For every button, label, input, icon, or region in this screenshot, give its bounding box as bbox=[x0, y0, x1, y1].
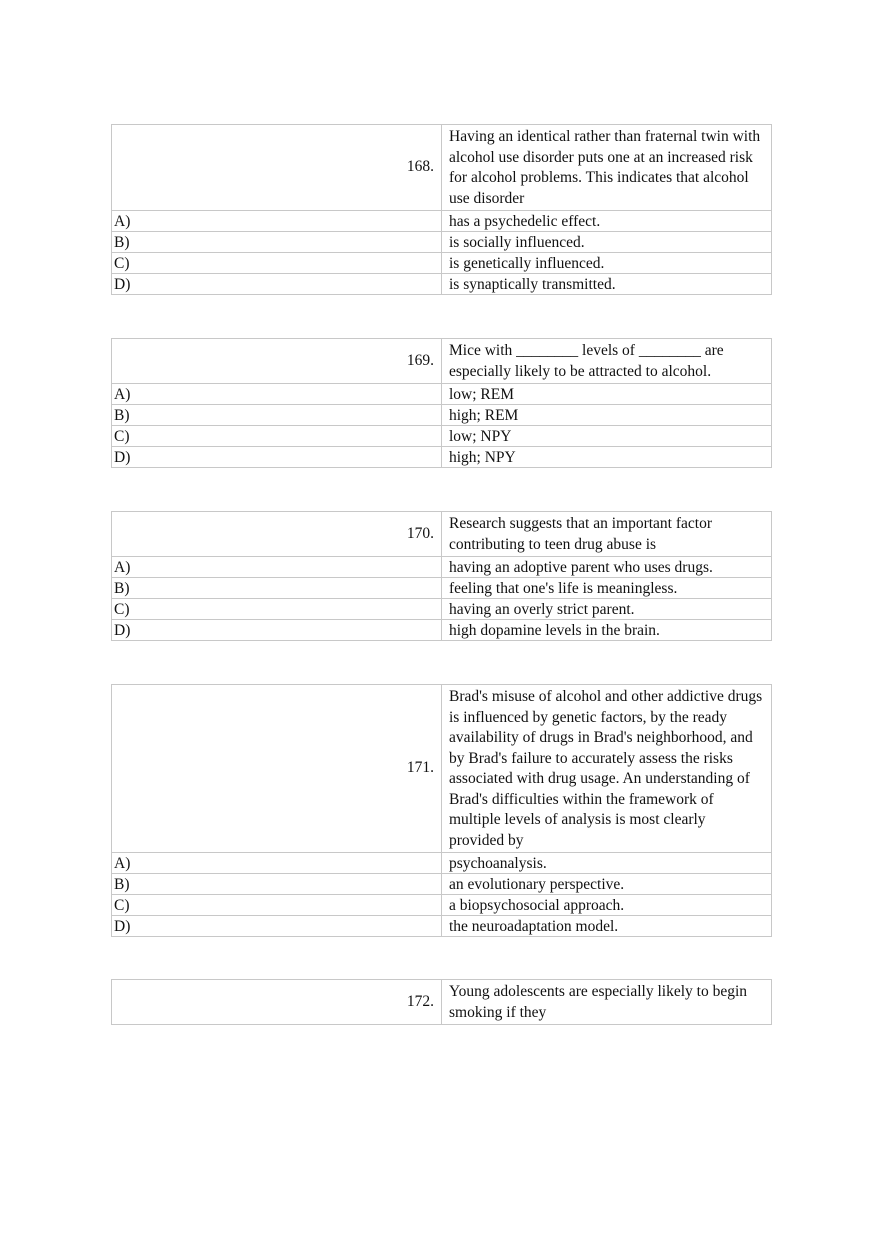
option-text: is synaptically transmitted. bbox=[442, 274, 772, 295]
question-168 bbox=[111, 124, 772, 295]
option-text: having an adoptive parent who uses drugs. bbox=[442, 557, 772, 578]
option-letter: B) bbox=[112, 232, 442, 253]
question-text: Mice with ________ levels of ________ are especially likely to be attracted to alcohol. bbox=[442, 339, 772, 384]
option-text: high dopamine levels in the brain. bbox=[442, 620, 772, 641]
question-170 bbox=[111, 511, 772, 641]
option-row bbox=[112, 895, 772, 916]
option-row bbox=[112, 232, 772, 253]
option-text: a biopsychosocial approach. bbox=[442, 895, 772, 916]
option-text: low; REM bbox=[442, 384, 772, 405]
question-row bbox=[112, 685, 772, 853]
option-row bbox=[112, 916, 772, 937]
question-row bbox=[112, 125, 772, 211]
option-letter: C) bbox=[112, 426, 442, 447]
option-letter: C) bbox=[112, 895, 442, 916]
option-letter: D) bbox=[112, 274, 442, 295]
question-number: 168. bbox=[112, 125, 442, 211]
option-letter: C) bbox=[112, 599, 442, 620]
option-letter: C) bbox=[112, 253, 442, 274]
option-letter: A) bbox=[112, 384, 442, 405]
option-text: having an overly strict parent. bbox=[442, 599, 772, 620]
option-row bbox=[112, 557, 772, 578]
question-172 bbox=[111, 979, 772, 1025]
option-letter: D) bbox=[112, 916, 442, 937]
option-letter: A) bbox=[112, 211, 442, 232]
option-text: is genetically influenced. bbox=[442, 253, 772, 274]
option-text: high; NPY bbox=[442, 447, 772, 468]
option-text: high; REM bbox=[442, 405, 772, 426]
question-text: Young adolescents are especially likely to begin smoking if they bbox=[442, 980, 772, 1025]
question-text: Research suggests that an important factor contributing to teen drug abuse is bbox=[442, 512, 772, 557]
question-row bbox=[112, 512, 772, 557]
option-row bbox=[112, 253, 772, 274]
option-letter: A) bbox=[112, 853, 442, 874]
question-row bbox=[112, 339, 772, 384]
question-number: 171. bbox=[112, 685, 442, 853]
option-letter: D) bbox=[112, 447, 442, 468]
question-text: Brad's misuse of alcohol and other addictive drugs is influenced by genetic factors, by the ready availability of drugs in Brad's neighborhood, and by Brad's failure to accurately assess the risks associated with drug usage. An understanding of Brad's difficulties within the framework of multiple levels of analysis is most clearly provided by bbox=[442, 685, 772, 853]
question-number: 170. bbox=[112, 512, 442, 557]
question-row bbox=[112, 980, 772, 1025]
option-letter: D) bbox=[112, 620, 442, 641]
option-row bbox=[112, 620, 772, 641]
option-row bbox=[112, 874, 772, 895]
option-text: low; NPY bbox=[442, 426, 772, 447]
question-text: Having an identical rather than fraternal twin with alcohol use disorder puts one at an increased risk for alcohol problems. This indicates that alcohol use disorder bbox=[442, 125, 772, 211]
question-number: 169. bbox=[112, 339, 442, 384]
option-row bbox=[112, 578, 772, 599]
option-row bbox=[112, 426, 772, 447]
option-letter: A) bbox=[112, 557, 442, 578]
question-169 bbox=[111, 338, 772, 468]
option-row bbox=[112, 853, 772, 874]
option-text: the neuroadaptation model. bbox=[442, 916, 772, 937]
question-number: 172. bbox=[112, 980, 442, 1025]
option-row bbox=[112, 599, 772, 620]
option-row bbox=[112, 384, 772, 405]
option-letter: B) bbox=[112, 405, 442, 426]
option-text: psychoanalysis. bbox=[442, 853, 772, 874]
question-171 bbox=[111, 684, 772, 937]
option-text: feeling that one's life is meaningless. bbox=[442, 578, 772, 599]
option-letter: B) bbox=[112, 874, 442, 895]
option-text: an evolutionary perspective. bbox=[442, 874, 772, 895]
option-text: is socially influenced. bbox=[442, 232, 772, 253]
option-row bbox=[112, 447, 772, 468]
option-row bbox=[112, 405, 772, 426]
option-letter: B) bbox=[112, 578, 442, 599]
option-row bbox=[112, 211, 772, 232]
option-text: has a psychedelic effect. bbox=[442, 211, 772, 232]
option-row bbox=[112, 274, 772, 295]
